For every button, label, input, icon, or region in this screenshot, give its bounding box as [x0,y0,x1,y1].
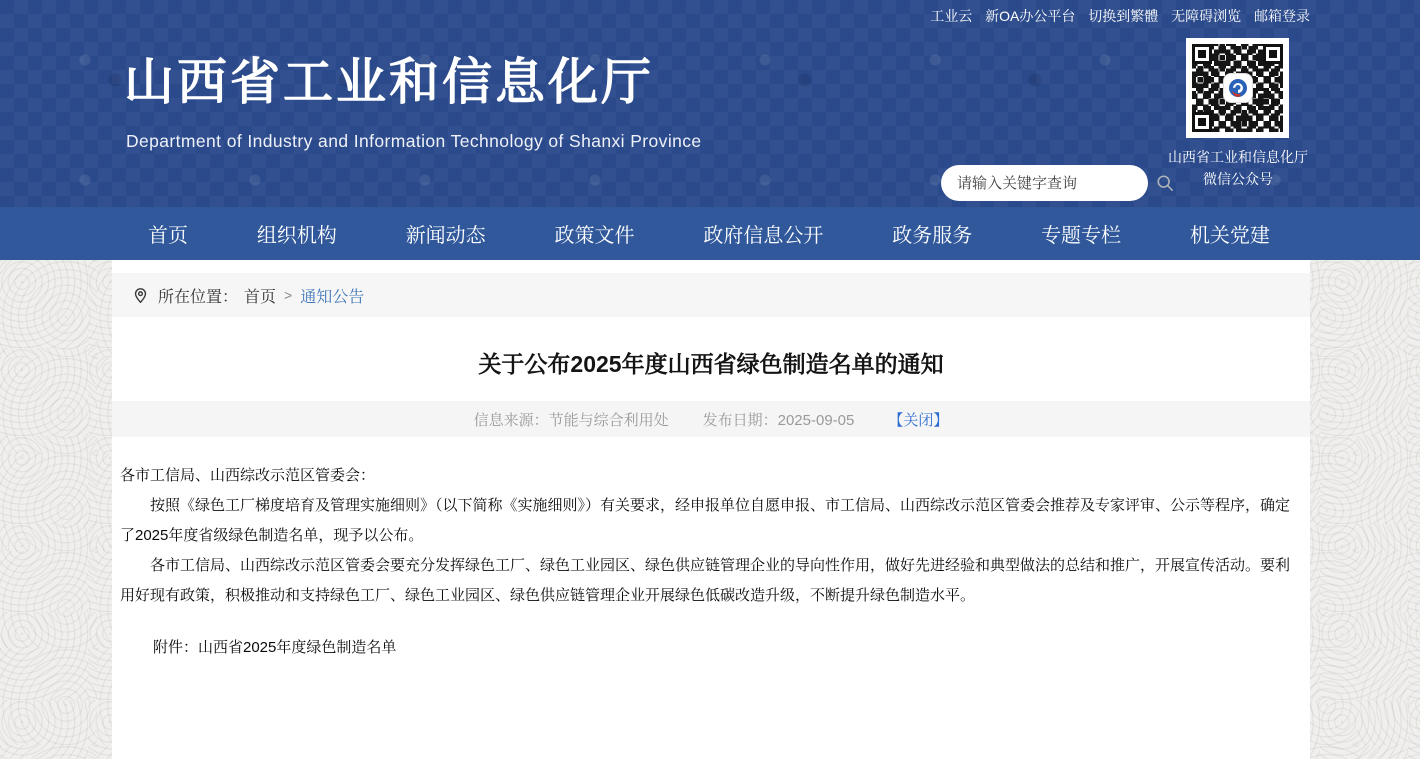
breadcrumb-separator: > [284,287,293,303]
main-navigation [0,207,1420,260]
article-paragraph: 各市工信局、山西综改示范区管委会要充分发挥绿色工厂、绿色工业园区、绿色供应链管理企业的导向性作用，做好先进经验和典型做法的总结和推广，开展宣传活动。要利用好现有政策，积极推动和支持绿色工厂、绿色工业园区、绿色供应链管理企业开展绿色低碳改造升级，不断提升绿色制造水平。 [120,557,1291,604]
article-source: 信息来源：节能与综合利用处 [473,411,669,429]
topbar-links [921,6,1310,26]
article-date: 发布日期：2025-09-05 [702,411,855,429]
topbar-link-oa-platform[interactable]: 新OA办公平台 [985,8,1076,24]
nav-item-special-topics[interactable]: 专题专栏 [1041,225,1122,247]
nav-item-policy-documents[interactable]: 政策文件 [554,225,635,247]
wechat-qr-code [1186,38,1289,138]
qr-caption-line2: 微信公众号 [1203,171,1273,187]
location-pin-icon [132,287,149,304]
search-input[interactable] [957,175,1156,192]
topbar-link-mail-login[interactable]: 邮箱登录 [1254,8,1310,24]
qr-finder-top-left [1192,44,1212,64]
article-title: 关于公布2025年度山西省绿色制造名单的通知 [478,351,944,377]
site-title: 山西省工业和信息化厅 [124,54,654,110]
close-button[interactable]: 【关闭】 [888,411,949,429]
breadcrumb [112,273,1310,317]
qr-center-logo-icon [1224,74,1252,102]
article-paragraph: 各市工信局、山西综改示范区管委会： [120,467,376,484]
topbar-link-accessibility[interactable]: 无障碍浏览 [1171,8,1242,24]
qr-caption [1128,146,1348,190]
search-box[interactable] [941,165,1148,201]
site-subtitle-english: Department of Industry and Information Technology of Shanxi Province [126,131,702,151]
topbar-link-industry-cloud[interactable]: 工业云 [930,8,973,24]
qr-finder-bottom-left [1192,112,1212,132]
nav-item-organization[interactable]: 组织机构 [256,225,337,247]
nav-item-gov-services[interactable]: 政务服务 [892,225,973,247]
article-meta-bar [112,401,1310,437]
breadcrumb-home-link[interactable]: 首页 [244,288,277,306]
article-body [112,437,1310,663]
qr-caption-line1: 山西省工业和信息化厅 [1168,149,1308,165]
page-background [0,260,1420,759]
qr-finder-top-right [1263,44,1283,64]
nav-item-gov-info-disclosure[interactable]: 政府信息公开 [703,225,824,247]
article-paragraph: 按照《绿色工厂梯度培育及管理实施细则》（以下简称《实施细则》）有关要求，经申报单位自愿申报、市工信局、山西综改示范区管委会推荐及专家评审、公示等程序，确定了2025年度省级绿色制造名单，现予以公布。 [120,497,1291,544]
breadcrumb-label: 所在位置： [158,288,239,306]
topbar-link-traditional-chinese[interactable]: 切换到繁體 [1088,8,1159,24]
site-header [0,0,1420,207]
nav-item-party-building[interactable]: 机关党建 [1189,225,1270,247]
content-panel [112,260,1310,759]
breadcrumb-current-link[interactable]: 通知公告 [300,288,365,306]
nav-item-news[interactable]: 新闻动态 [405,225,486,247]
nav-item-home[interactable]: 首页 [148,225,188,247]
attachment-link[interactable]: 附件：山西省2025年度绿色制造名单 [153,639,397,656]
qr-pattern [1192,44,1283,132]
